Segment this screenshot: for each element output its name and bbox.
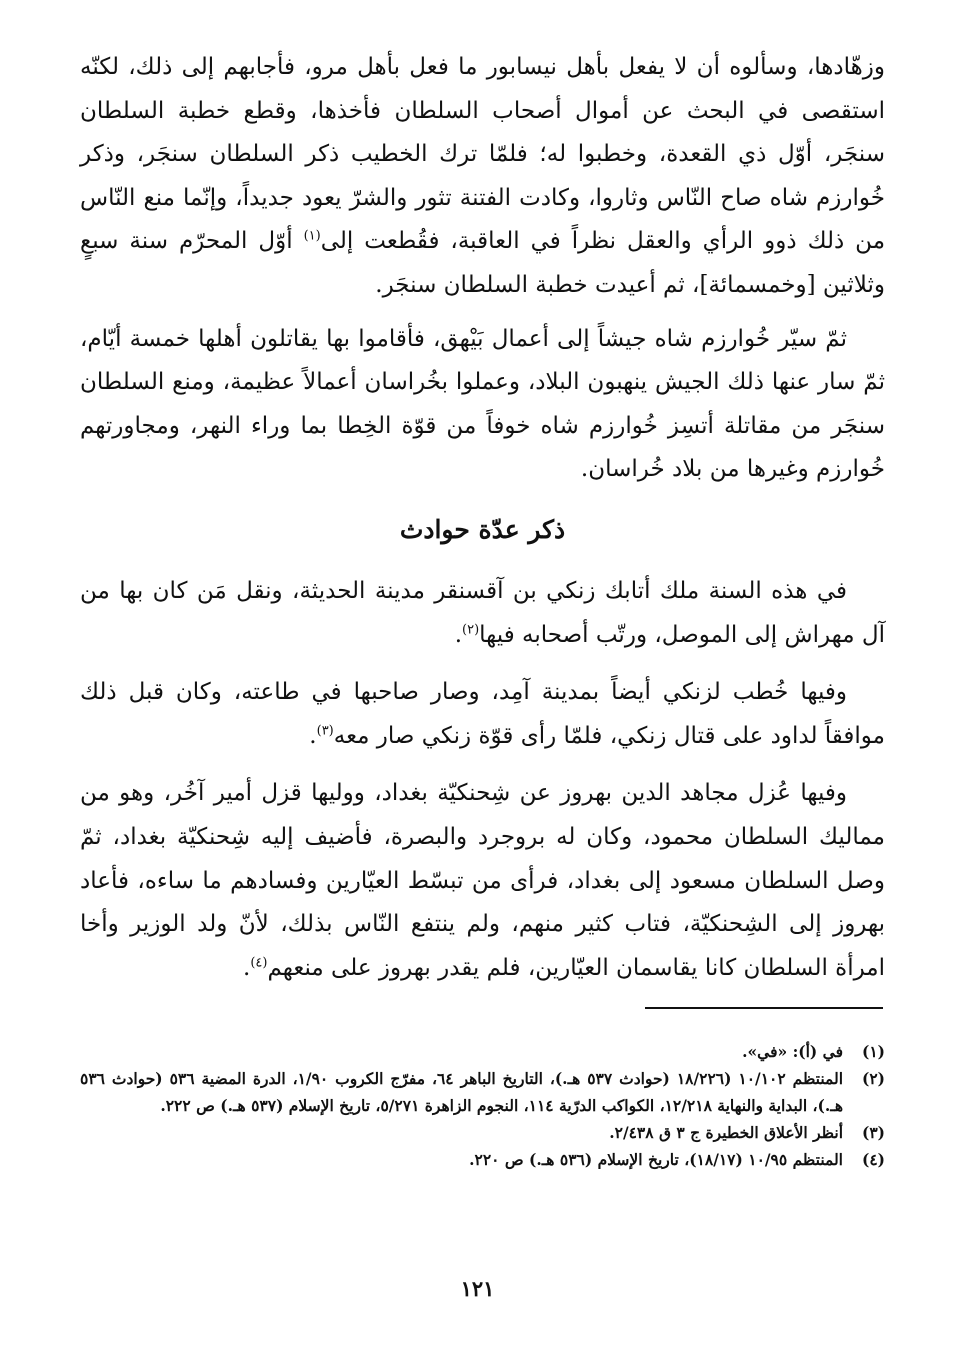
footnote-number: (٤) (861, 1150, 885, 1169)
footnote-text: المنتظم ١٠/١٠٢ (١٨/٢٢٦ (حوادث ٥٣٧ هـ.)، التاريخ الباهر ٦٤، مفرّج الكروب ١/٩٠، الدرة المضية ٥٣٦ (حوادث ٥٣٦ هـ.)، البداية والنهاية ١٢/٢١٨، الكواكب الدرّية ١١٤، النجوم الزاهرة ٥/٢٧١، تاريخ الإسلام (٥٣٧ هـ.) ص ٢٢٢. (80, 1069, 844, 1115)
paragraph-text: وفيها خُطب لزنكي أيضاً بمدينة آمِد، وصار صاحبها في طاعته، وكان قبل ذلك موافقاً لداود على قتال زنكي، فلمّا رأى قوّة زنكي صار معه (80, 679, 885, 749)
paragraph-continuation (80, 46, 885, 308)
footnote-number: (١) (861, 1042, 885, 1061)
footnote-text: المنتظم ١٠/٩٥ (١٨/١٧)، تاريخ الإسلام (٥٣٦ هـ.) ص ٢٢٠. (469, 1150, 843, 1169)
footnote-text: أنظر الأعلاق الخطيرة ج ٣ ق ٢/٤٣٨. (609, 1123, 843, 1142)
footnote (80, 1065, 885, 1119)
paragraph-text: في هذه السنة ملك أتابك زنكي بن آقسنقر مدينة الحديثة، ونقل مَن كان بها من آل مهراش إلى الموصل، ورتّب أصحابه فيها (80, 577, 885, 648)
footnote-text: في (أ): «في». (742, 1042, 843, 1061)
footnote-mark: (١) (303, 228, 321, 244)
spacer (80, 657, 885, 671)
spacer (80, 308, 885, 318)
page-number: ١٢١ (460, 1276, 495, 1301)
main-text (80, 46, 885, 990)
footnote-mark: (٣) (316, 723, 334, 739)
footnote-mark: (٢) (462, 621, 480, 637)
footnote (80, 1038, 885, 1065)
footnote-mark: (٤) (250, 955, 268, 971)
paragraph: في هذه السنة ملك أتابك زنكي بن آقسنقر مدينة الحديثة، ونقل مَن كان بها من آل مهراش إلى الموصل، ورتّب أصحابه فيها$^{(٢)}$. (80, 577, 885, 648)
paragraph-text: وفيها عُزل مجاهد الدين بهروز عن شِحنكيّة بغداد، ووليها قزل أمير آخُر، وهو من مماليك السلطان محمود، وكان له بروجرد والبصرة، فأضيف إليه شِحنكيّة بغداد، ثمّ وصل السلطان مسعود إلى بغداد، فرأى من تبسّط العيّارين وفسادهم ما ساءه، فأعاد بهروز إلى الشِحنكيّة، فتاب كثير منهم، ولم ينتفع النّاس بذلك، لأنّ ولد الوزير وأخا امرأة السلطان كانا يقاسمان العيّارين، فلم يقدر بهروز على منعهم (80, 780, 885, 981)
footnote-number: (٢) (861, 1069, 885, 1088)
section-heading: ذكر عدّة حوادث (399, 514, 566, 544)
paragraph-text: أوّل المحرّم سنة سبعٍ وثلاثين [وخمسمائة]، ثم أعيدت خطبة السلطان سنجَر. (80, 228, 885, 298)
paragraph-text: وزهّادها، وسألوه أن لا يفعل بأهل نيسابور ما فعل بأهل مرو، فأجابهم إلى ذلك، لكنّه استقصى في البحث عن أموال أصحاب السلطان فأخذها، وقطع خطبة السلطان سنجَر، أوّل ذي القعدة، وخطبوا له؛ فلمّا ترك الخطيب ذكر السلطان سنجَر، وذكر خُوارزم شاه صاح النّاس وثاروا، وكادت الفتنة تثور والشرّ يعود جديداً، وإنّما منع النّاس من ذلك ذوو الرأي والعقل نظراً في العاقبة، فقُطعت إلى (80, 54, 886, 255)
footnote (80, 1119, 885, 1146)
paragraph: وفيها خُطب لزنكي أيضاً بمدينة آمِد، وصار صاحبها في طاعته، وكان قبل ذلك موافقاً لداود على قتال زنكي، فلمّا رأى قوّة زنكي صار معه$^{(٣)}$. (80, 679, 885, 749)
paragraph: ثمّ سيّر خُوارزم شاه جيشاً إلى أعمال بَيْهق، فأقاموا بها يقاتلون أهلها خمسة أيّام، ثمّ سار عنها ذلك الجيش ينهبون البلاد، وعملوا بخُراسان أعمالاً عظيمة، ومنع السلطان سنجَر من مقاتلة أتسِز خُوارزم شاه خوفاً من قوّة الخِطا بما وراء النهر، ومجاورتهم خُوارزم وغيرها من بلاد خُراسان. (80, 325, 885, 483)
paragraph: وفيها عُزل مجاهد الدين بهروز عن شِحنكيّة بغداد، ووليها قزل أمير آخُر، وهو من مماليك السلطان محمود، وكان له بروجرد والبصرة، فأضيف إليه شِحنكيّة بغداد، ثمّ وصل السلطان مسعود إلى بغداد، فرأى من تبسّط العيّارين وفسادهم ما ساءه، فأعاد بهروز إلى الشِحنكيّة، فتاب كثير منهم، ولم ينتفع النّاس بذلك، لأنّ ولد الوزير وأخا امرأة السلطان كانا يقاسمان العيّارين، فلم يقدر بهروز على منعهم$^{(٤)}$. (80, 780, 885, 981)
footnote-number: (٣) (861, 1123, 885, 1142)
footnote-separator (645, 1007, 883, 1009)
footnote (80, 1146, 885, 1173)
spacer (80, 758, 885, 772)
footnotes (80, 1038, 885, 1173)
